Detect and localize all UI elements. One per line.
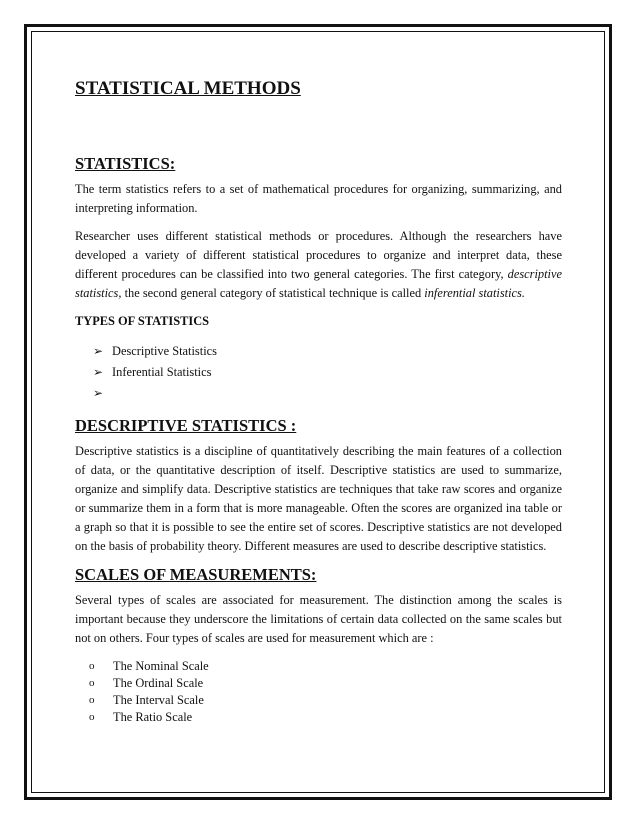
circle-bullet-icon: o — [89, 711, 95, 723]
circle-bullet-icon: o — [89, 694, 95, 706]
list-item — [75, 675, 562, 692]
descriptive-statistics-heading: DESCRIPTIVE STATISTICS : — [75, 416, 297, 435]
statistics-paragraph-2 — [75, 227, 562, 303]
list-item — [75, 692, 562, 709]
statistics-paragraph-1: The term statistics refers to a set of mathematical procedures for organizing, summarizing, and interpreting information. — [75, 182, 562, 215]
emphasis-inferential-statistics: inferential statistics. — [424, 286, 525, 300]
list-item-label: The Nominal Scale — [113, 659, 209, 673]
statistics-heading: STATISTICS: — [75, 154, 176, 173]
list-item-label: The Ordinal Scale — [113, 676, 204, 690]
scales-paragraph: Several types of scales are associated for measurement. The distinction among the scales is important because they underscore the limitations of certain data collected on the same scales but not on others. Four types of scales are used for measurement which are : — [75, 593, 562, 645]
arrow-bullet-icon: ➢ — [93, 386, 104, 400]
list-item-label: Inferential Statistics — [112, 365, 212, 379]
types-of-statistics-heading: TYPES OF STATISTICS — [75, 314, 210, 328]
scales-list — [75, 658, 562, 726]
circle-bullet-icon: o — [89, 660, 95, 672]
emphasis-descriptive-statistics: descriptive statistics, — [75, 267, 562, 300]
statistics-paragraph-2-part-a: Researcher uses different statistical methods or procedures. Although the researchers have developed a variety of different statistical procedures to organize and interpret data, these different procedures can be classified into two general categories. The first category, — [75, 229, 562, 281]
list-item — [75, 658, 562, 675]
arrow-bullet-icon: ➢ — [93, 344, 104, 358]
scales-heading: SCALES OF MEASUREMENTS: — [75, 565, 317, 584]
list-item — [75, 383, 562, 404]
list-item — [75, 362, 562, 383]
list-item — [75, 341, 562, 362]
list-item — [75, 709, 562, 726]
list-item-label: The Interval Scale — [113, 693, 204, 707]
descriptive-statistics-paragraph: Descriptive statistics is a discipline of quantitatively describing the main features of a collection of data, or the quantitative description of itself. Descriptive statistics are used to summarize, organize and simplify data. Descriptive statistics are techniques that take raw scores and organize or summarize them in a form that is more manageable. Often the scores are organized ina table or a graph so that it is possible to see the entire set of scores. Descriptive statistics are not developed on the basis of probability theory. Different measures are used to describe descriptive statistics. — [75, 444, 562, 553]
arrow-bullet-icon: ➢ — [93, 365, 104, 379]
circle-bullet-icon: o — [89, 677, 95, 689]
list-item-label: The Ratio Scale — [113, 710, 193, 724]
document-body — [75, 78, 562, 726]
list-item-label: Descriptive Statistics — [112, 344, 217, 358]
statistics-paragraph-2-part-b: the second general category of statistical technique is called — [121, 286, 425, 300]
types-list — [75, 341, 562, 404]
document-title: STATISTICAL METHODS — [75, 78, 301, 99]
